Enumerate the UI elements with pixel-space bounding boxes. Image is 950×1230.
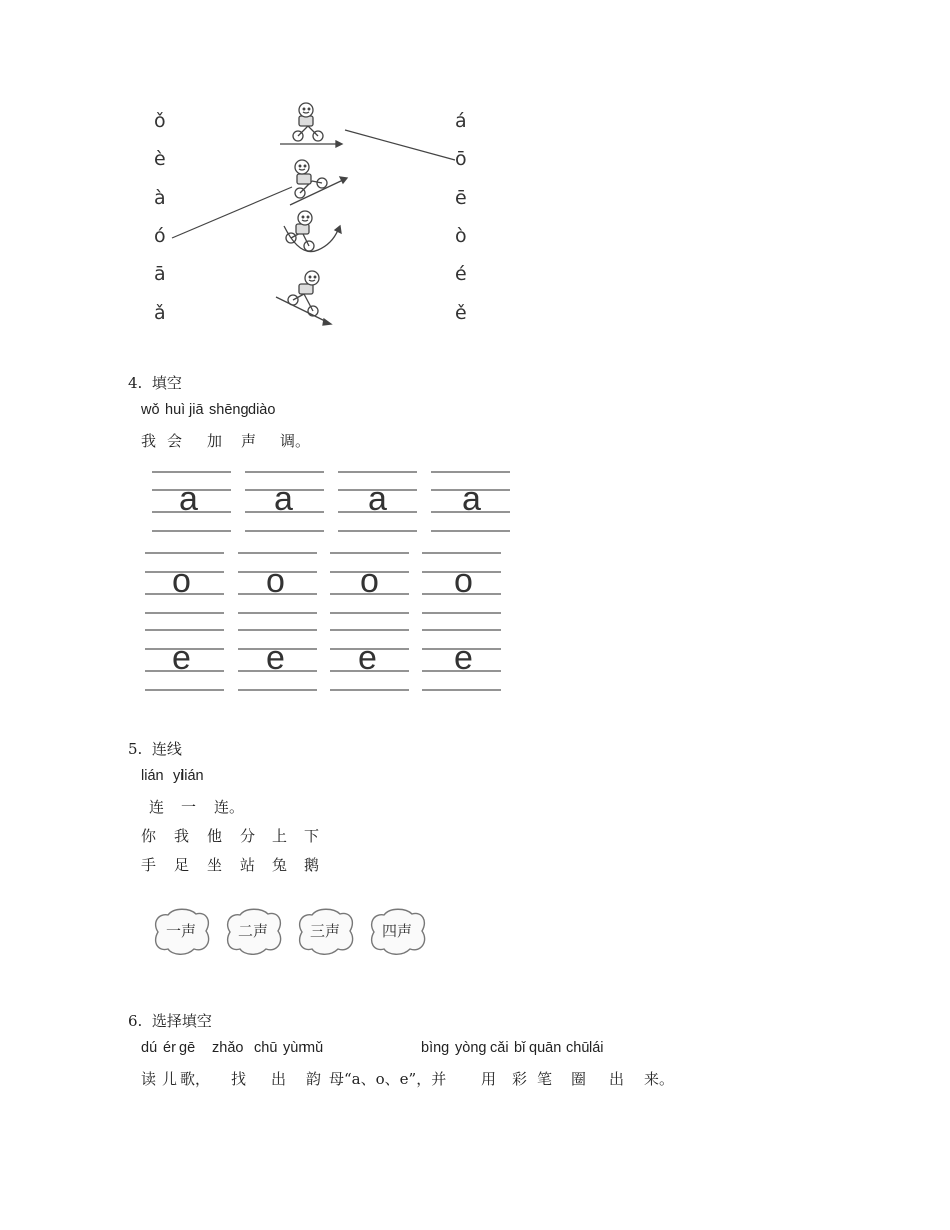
question-title: 选择填空 — [151, 1012, 212, 1030]
right-tone-5: é — [455, 263, 467, 285]
hanzi-char: 母“a、o、e”，并 — [329, 1070, 447, 1088]
pinyin-word: shēng — [209, 402, 249, 418]
left-tone-5: ā — [154, 263, 166, 285]
cloud-label-second-tone: 二声 — [238, 922, 269, 940]
pinyin-word: huì — [165, 402, 186, 418]
hanzi-char: 分 — [240, 827, 256, 845]
question-number: 6. — [128, 1012, 143, 1030]
grid-letter-e: e — [454, 639, 473, 677]
grid-letter-a: a — [179, 480, 198, 518]
hanzi-char: 韵 — [306, 1070, 322, 1088]
hanzi-char: 站 — [240, 856, 256, 874]
hanzi-char: 鹅 — [304, 856, 320, 874]
left-tone-2: è — [154, 148, 166, 170]
grid-letter-a: a — [274, 480, 293, 518]
left-tone-6: ǎ — [154, 302, 166, 324]
pinyin-word: yòng — [455, 1040, 487, 1056]
hanzi-char: 歌， — [180, 1070, 211, 1088]
hanzi-char: 我 — [141, 432, 157, 450]
hanzi-char: 调。 — [280, 432, 311, 450]
hanzi-char: 上 — [272, 827, 288, 845]
hanzi-char: 我 — [174, 827, 190, 845]
hanzi-char: 用 — [481, 1070, 497, 1088]
pinyin-word: cǎi — [490, 1040, 509, 1056]
cloud-label-first-tone: 一声 — [166, 922, 197, 940]
pinyin-word: lián — [141, 768, 164, 784]
right-tone-6: ě — [455, 302, 467, 324]
hanzi-char: 出 — [609, 1070, 625, 1088]
hanzi-char: 圈 — [571, 1070, 587, 1088]
hanzi-char: 读 — [141, 1070, 157, 1088]
hanzi-char: 兔 — [272, 856, 288, 874]
left-tone-1: ǒ — [154, 110, 166, 132]
grid-letter-o: o — [172, 562, 191, 600]
right-tone-4: ò — [455, 225, 467, 247]
hanzi-char: 声 — [241, 432, 257, 450]
grid-letter-a: a — [368, 480, 387, 518]
grid-letter-e: e — [172, 639, 191, 677]
hanzi-char: 连。 — [214, 798, 245, 816]
hanzi-char: 会 — [167, 432, 183, 450]
pinyin-word: yùn — [283, 1040, 307, 1056]
hanzi-char: 来。 — [644, 1070, 675, 1088]
pinyin-word: ér — [163, 1040, 176, 1056]
pinyin-word: gē — [179, 1040, 196, 1056]
pinyin-word: lián — [181, 768, 204, 784]
hanzi-char: 找 — [231, 1070, 247, 1088]
hanzi-char: 下 — [304, 827, 320, 845]
pinyin-word: dú — [141, 1040, 158, 1056]
hanzi-char: 儿 — [162, 1070, 178, 1088]
grid-letter-o: o — [266, 562, 285, 600]
hanzi-char: 笔 — [537, 1070, 553, 1088]
hanzi-char: 出 — [271, 1070, 287, 1088]
pinyin-word: lái — [589, 1040, 604, 1056]
question-number: 5. — [128, 740, 143, 758]
hanzi-char: 加 — [207, 432, 223, 450]
pinyin-word: quān — [529, 1040, 562, 1056]
question-6-heading — [128, 1010, 212, 1031]
cloud-label-fourth-tone: 四声 — [382, 922, 413, 940]
grid-letter-a: a — [462, 480, 481, 518]
question-title: 填空 — [151, 374, 182, 392]
hanzi-char: 连 — [149, 798, 165, 816]
hanzi-char: 手 — [141, 856, 157, 874]
question-number: 4. — [128, 374, 143, 392]
pinyin-word: wǒ — [141, 402, 160, 418]
pinyin-word: yi — [173, 768, 184, 784]
right-tone-1: á — [455, 110, 467, 132]
hanzi-char: 彩 — [512, 1070, 528, 1088]
pinyin-word: chū — [566, 1040, 590, 1056]
cloud-label-third-tone: 三声 — [310, 922, 341, 940]
grid-letter-o: o — [454, 562, 473, 600]
hanzi-char: 足 — [174, 856, 190, 874]
pinyin-word: diào — [248, 402, 276, 418]
pinyin-word: mǔ — [303, 1040, 324, 1056]
question-title: 连线 — [151, 740, 182, 758]
hanzi-char: 一 — [181, 798, 197, 816]
pinyin-word: bìng — [421, 1040, 450, 1056]
right-tone-2: ō — [455, 148, 467, 170]
hanzi-char: 坐 — [207, 856, 223, 874]
pinyin-word: bǐ — [514, 1040, 526, 1056]
pinyin-word: zhǎo — [212, 1040, 244, 1056]
grid-letter-e: e — [358, 639, 377, 677]
pinyin-word: chū — [254, 1040, 278, 1056]
right-tone-3: ē — [455, 187, 467, 209]
pinyin-word: jiā — [189, 402, 204, 418]
left-tone-3: à — [154, 187, 166, 209]
grid-letter-o: o — [360, 562, 379, 600]
hanzi-char: 你 — [141, 827, 157, 845]
hanzi-char: 他 — [207, 827, 223, 845]
left-tone-4: ó — [154, 225, 166, 247]
grid-letter-e: e — [266, 639, 285, 677]
question-5-heading — [128, 738, 182, 759]
